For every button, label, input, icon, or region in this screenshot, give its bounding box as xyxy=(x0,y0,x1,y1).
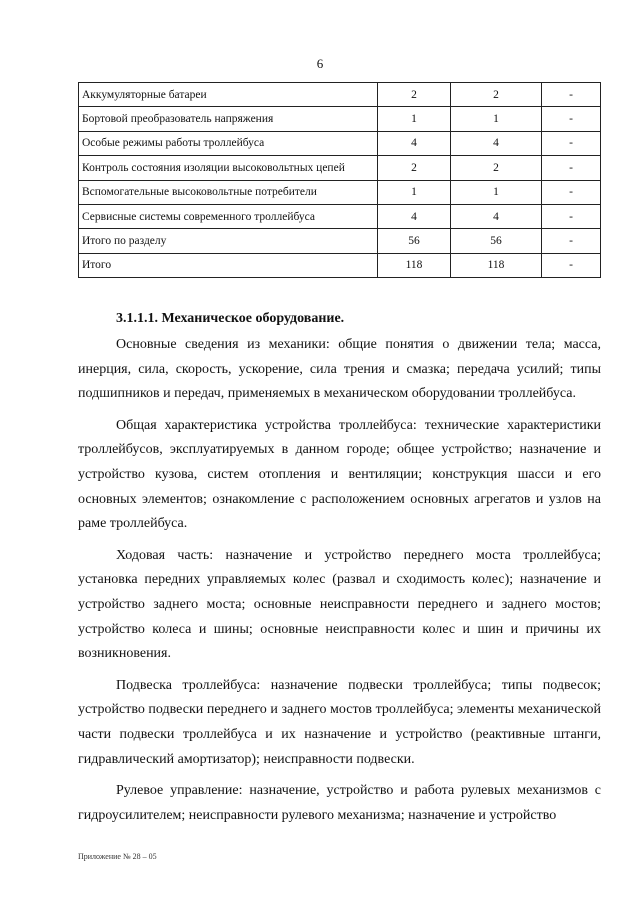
paragraph-steering: Рулевое управление: назначение, устройство и работа рулевых механизмов с гидроусилителем; неисправности рулевого механизма; назначение и устройство xyxy=(78,783,601,823)
row-value-1-cell: 4 xyxy=(378,204,451,228)
row-value-2-cell: 1 xyxy=(451,180,542,204)
table-row xyxy=(79,131,601,155)
page-number: 6 xyxy=(316,56,324,71)
row-name-cell: Вспомогательные высоковольтные потребители xyxy=(79,180,378,204)
row-value-3-cell: - xyxy=(542,131,601,155)
table-row xyxy=(79,229,601,253)
table-row xyxy=(79,204,601,228)
row-value-3-cell: - xyxy=(542,204,601,228)
row-name-cell: Итого по разделу xyxy=(79,229,378,253)
row-value-2-cell: 4 xyxy=(451,131,542,155)
row-name-cell: Бортовой преобразователь напряжения xyxy=(79,107,378,131)
row-value-3-cell: - xyxy=(542,107,601,131)
footer-note: Приложение № 28 – 05 xyxy=(78,852,157,861)
table-row xyxy=(79,83,601,107)
row-value-2-cell: 4 xyxy=(451,204,542,228)
paragraph-mechanics: Основные сведения из механики: общие понятия о движении тела; масса, инерция, сила, скорость, ускорение, сила трения и смазка; передача усилий; типы подшипников и передач, применяемых в механическом оборудовании троллейбуса. xyxy=(78,337,601,402)
row-name-cell: Аккумуляторные батареи xyxy=(79,83,378,107)
row-name-cell: Контроль состояния изоляции высоковольтных цепей xyxy=(79,156,378,180)
table-body xyxy=(79,83,601,278)
row-value-3-cell: - xyxy=(542,180,601,204)
table-row xyxy=(79,180,601,204)
paragraph-suspension: Подвеска троллейбуса: назначение подвески троллейбуса; типы подвесок; устройство подвески переднего и заднего мостов троллейбуса; элементы механической части подвески троллейбуса и их назначение и устройство (реактивные штанги, гидравлический амортизатор); неисправности подвески. xyxy=(78,677,601,767)
row-value-3-cell: - xyxy=(542,229,601,253)
paragraph-running-gear: Ходовая часть: назначение и устройство переднего моста троллейбуса; установка передних управляемых колес (развал и сходимость колес); назначение и устройство заднего моста; основные неисправности переднего и заднего мостов; устройство колеса и шины; основные неисправности колес и шин и причины их возникновения. xyxy=(78,547,601,662)
row-value-2-cell: 1 xyxy=(451,107,542,131)
section-heading: 3.1.1.1. Механическое оборудование. xyxy=(116,311,345,326)
row-value-2-cell: 2 xyxy=(451,83,542,107)
row-value-1-cell: 56 xyxy=(378,229,451,253)
row-value-1-cell: 4 xyxy=(378,131,451,155)
paragraph-general: Общая характеристика устройства троллейбуса: технические характеристики троллейбусов, эксплуатируемых в данном городе; общее устройство; назначение и устройство кузова, систем отопления и вентиляции; конструкция шасси и его основных элементов; ознакомление с расположением основных агрегатов и узлов на раме троллейбуса. xyxy=(78,417,601,532)
row-value-1-cell: 1 xyxy=(378,180,451,204)
row-name-cell: Итого xyxy=(79,253,378,277)
table-row xyxy=(79,156,601,180)
row-name-cell: Особые режимы работы троллейбуса xyxy=(79,131,378,155)
row-value-3-cell: - xyxy=(542,253,601,277)
row-value-2-cell: 118 xyxy=(451,253,542,277)
row-value-1-cell: 118 xyxy=(378,253,451,277)
sections-table xyxy=(78,82,601,278)
row-value-3-cell: - xyxy=(542,83,601,107)
row-value-1-cell: 2 xyxy=(378,83,451,107)
row-value-2-cell: 2 xyxy=(451,156,542,180)
table-row xyxy=(79,107,601,131)
row-value-1-cell: 1 xyxy=(378,107,451,131)
row-value-1-cell: 2 xyxy=(378,156,451,180)
row-value-3-cell: - xyxy=(542,156,601,180)
row-name-cell: Сервисные системы современного троллейбуса xyxy=(79,204,378,228)
table-row xyxy=(79,253,601,277)
row-value-2-cell: 56 xyxy=(451,229,542,253)
section-content xyxy=(78,307,601,835)
